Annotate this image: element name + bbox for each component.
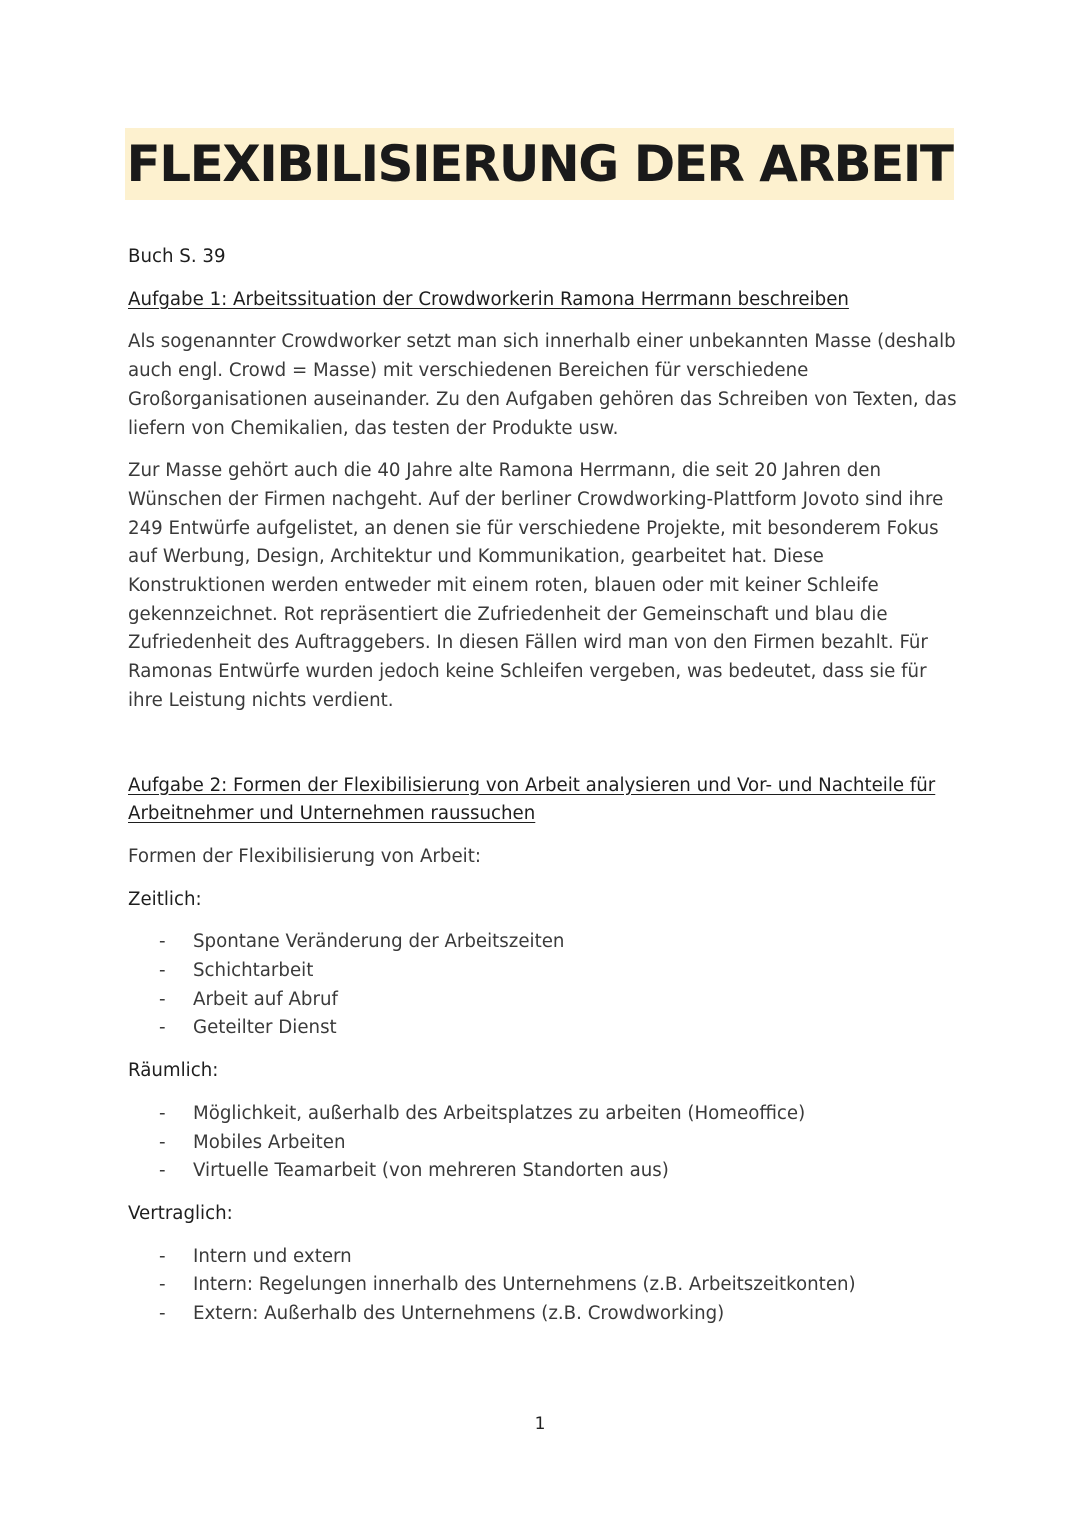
document-body <box>128 243 958 1343</box>
list-item: - Virtuelle Teamarbeit (von mehreren Standorten aus) <box>128 1157 958 1186</box>
task2-heading: Aufgabe 2: Formen der Flexibilisierung von Arbeit analysieren und Vor- und Nachteile für Arbeitnehmer und Unternehmen raussuchen <box>128 774 936 825</box>
list-item: - Mobiles Arbeiten <box>128 1129 958 1158</box>
list-raeumlich <box>128 1100 958 1186</box>
source-reference: Buch S. 39 <box>128 246 226 267</box>
dash-marker: - <box>159 1303 166 1325</box>
section-label-vertraglich: Vertraglich: <box>128 1202 233 1224</box>
list-item: - Geteilter Dienst <box>128 1014 958 1043</box>
dash-marker: - <box>159 1102 166 1124</box>
dash-marker: - <box>159 1131 166 1153</box>
dash-marker: - <box>159 1160 166 1182</box>
task1-paragraph-1: Als sogenannter Crowdworker setzt man sich innerhalb einer unbekannten Masse (deshalb auch engl. Crowd = Masse) mit verschiedenen Bereichen für verschiedene Großorganisationen auseinander. Zu den Aufgaben gehören das Schreiben von Texten, das liefern von Chemikalien, das testen der Produkte usw. <box>128 331 957 439</box>
list-item: - Intern und extern <box>128 1243 958 1272</box>
page-number: 1 <box>534 1414 546 1434</box>
task2-intro: Formen der Flexibilisierung von Arbeit: <box>128 845 481 867</box>
page-title: FLEXIBILISIERUNG DER ARBEIT <box>126 135 953 193</box>
title-banner <box>125 128 954 200</box>
dash-marker: - <box>159 931 166 953</box>
list-item: - Möglichkeit, außerhalb des Arbeitsplatzes zu arbeiten (Homeoffice) <box>128 1100 958 1129</box>
list-item: - Arbeit auf Abruf <box>128 986 958 1015</box>
list-zeitlich <box>128 928 958 1043</box>
list-item: - Extern: Außerhalb des Unternehmens (z.B. Crowdworking) <box>128 1300 958 1329</box>
task1-paragraph-2: Zur Masse gehört auch die 40 Jahre alte Ramona Herrmann, die seit 20 Jahren den Wünschen der Firmen nachgeht. Auf der berliner Crowdworking-Plattform Jovoto sind ihre 249 Entwürfe aufgelistet, an denen sie für verschiedene Projekte, mit besonderem Fokus auf Werbung, Design, Architektur und Kommunikation, gearbeitet hat. Diese Konstruktionen werden entweder mit einem roten, blauen oder mit keiner Schleife gekennzeichnet. Rot repräsentiert die Zufriedenheit der Gemeinschaft und blau die Zufriedenheit des Auftraggebers. In diesen Fällen wird man von den Firmen bezahlt. Für Ramonas Entwürfe wurden jedoch keine Schleifen vergeben, was bedeutet, dass sie für ihre Leistung nichts verdient. <box>128 460 944 711</box>
list-item: - Intern: Regelungen innerhalb des Unternehmens (z.B. Arbeitszeitkonten) <box>128 1271 958 1300</box>
dash-marker: - <box>159 1245 166 1267</box>
dash-marker: - <box>159 988 166 1010</box>
list-item: - Schichtarbeit <box>128 957 958 986</box>
dash-marker: - <box>159 960 166 982</box>
dash-marker: - <box>159 1274 166 1296</box>
section-label-zeitlich: Zeitlich: <box>128 888 202 910</box>
list-item: - Spontane Veränderung der Arbeitszeiten <box>128 928 958 957</box>
dash-marker: - <box>159 1017 166 1039</box>
list-vertraglich <box>128 1243 958 1329</box>
section-label-raeumlich: Räumlich: <box>128 1060 219 1082</box>
task1-heading: Aufgabe 1: Arbeitssituation der Crowdworkerin Ramona Herrmann beschreiben <box>128 288 849 310</box>
